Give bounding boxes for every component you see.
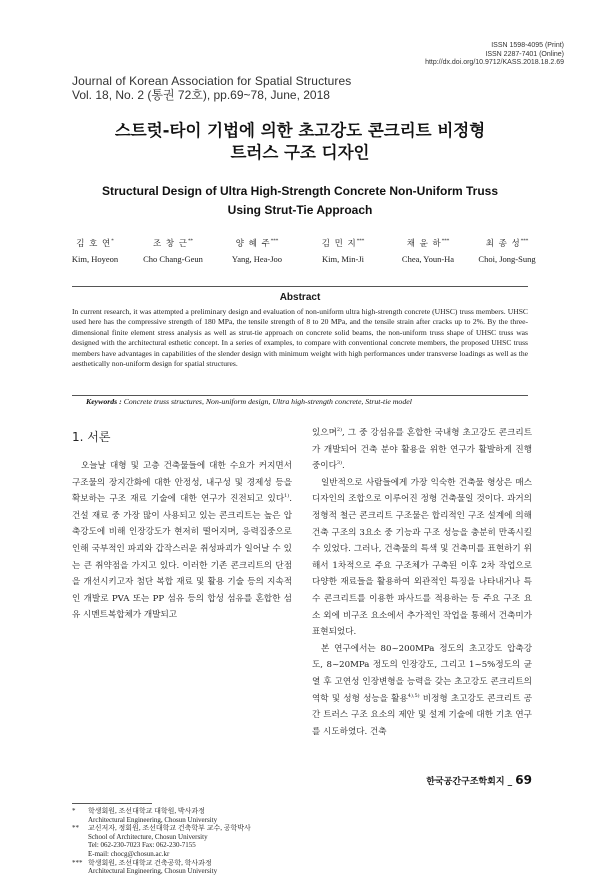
paragraph — [312, 641, 532, 741]
page-number: 69 — [515, 773, 532, 787]
issn-online: ISSN 2287-7401 (Online) — [485, 50, 564, 58]
footnote-line: School of Architecture, Chosun University — [88, 832, 208, 841]
paragraph-text: , 그 중 강섬유를 혼합한 국내형 초고강도 콘크리트가 개발되어 건축 분야 활용을 위한 연구가 활발하게 진행 중이다 — [312, 428, 532, 472]
footnote-line: 교신저자, 정회원, 조선대학교 건축학부 교수, 공학박사 — [88, 824, 251, 833]
journal-volume: Vol. 18, No. 2 (통권 72호), pp.69~78, June, 2018 — [72, 88, 330, 102]
author-name-en: Chea, Youn-Ha — [401, 253, 455, 264]
citation[interactable]: 2) — [336, 427, 343, 434]
section-title: 1. 서론 — [72, 430, 111, 444]
doi-link[interactable]: http://dx.doi.org/10.9712/KASS.2018.18.2.69 — [425, 59, 564, 67]
author — [50, 236, 140, 265]
author-mark: *** — [520, 238, 529, 244]
body-column-right — [312, 425, 532, 740]
footnotes — [72, 807, 292, 876]
author-name-ko: 김 호 연 — [76, 238, 112, 249]
title-english-line1: Structural Design of Ultra High-Strength Concrete Non-Uniform Truss — [101, 184, 499, 198]
author-name-ko: 김 민 지 — [321, 238, 357, 249]
author-mark: * — [111, 238, 114, 244]
footnote-line: Architectural Engineering, Chosun University — [88, 815, 218, 824]
keywords — [86, 397, 526, 407]
author-mark: *** — [441, 238, 450, 244]
author — [128, 236, 218, 265]
footnote-line: Tel: 062-230-7023 Fax: 062-230-7155 — [88, 841, 196, 850]
author-name-ko: 양 혜 주 — [235, 238, 271, 249]
paragraph-text: . — [342, 461, 345, 472]
body-column-left — [72, 458, 292, 624]
author — [212, 236, 302, 265]
paragraph — [312, 425, 532, 475]
paragraph — [72, 458, 292, 624]
author-mark: *** — [356, 238, 365, 244]
footnote-line: 학생회원, 조선대학교 대학원, 박사과정 — [88, 807, 205, 815]
abstract-top-rule — [72, 286, 528, 287]
paragraph-text: 오늘날 대형 및 고층 건축물들에 대한 수요가 커지면서 구조물의 장지간화에 대한 안정성, 내구성 및 경제성 등을 확보하는 구조 재료 기술에 대한 연구가 진전되고 있다 — [72, 461, 292, 505]
footnote-email[interactable]: E-mail: chocg@chosun.ac.kr — [88, 849, 170, 858]
author-name-en: Kim, Hoyeon — [71, 253, 119, 264]
author-mark: ** — [188, 238, 194, 244]
author-name-en: Cho Chang-Geun — [143, 253, 203, 264]
keywords-label: Keywords : — [86, 397, 122, 406]
footnote-mark: *** — [72, 858, 83, 867]
title-korean-line1: 스트럿-타이 기법에 의한 초고강도 콘크리트 비정형 — [114, 121, 486, 140]
issn-block — [304, 42, 564, 68]
footer-journal-name: 한국공간구조학회지 — [426, 777, 505, 787]
footnote-mark: ** — [72, 824, 79, 833]
abstract-bottom-rule — [72, 395, 528, 396]
footnote-rule — [72, 803, 152, 804]
title-korean-line2: 트러스 구조 디자인 — [230, 143, 370, 162]
paragraph-text: 있으며 — [312, 428, 337, 438]
abstract-heading: Abstract — [279, 292, 321, 303]
citation[interactable]: 1) — [284, 493, 290, 500]
author-name-en: Choi, Jong-Sung — [478, 253, 536, 264]
author-name-ko: 채 윤 하 — [406, 238, 442, 249]
author-name-en: Yang, Hea-Joo — [231, 253, 283, 264]
footnote — [72, 807, 292, 824]
author — [383, 236, 473, 265]
paragraph-text: 본 연구에서는 80~200MPa 정도의 초고강도 압축강도, 8~20MPa 정도의 인장강도, 그리고 1~5%정도의 균열 후 고연성 인장변형을 능력을 갖는 초고강도 콘크리트의 역학 및 성형 성능을 활용 — [312, 643, 532, 704]
paragraph-text: . 건설 재료 중 가장 많이 사용되고 있는 콘크리트는 높은 압축강도에 비해 인장강도가 현저히 떨어지며, 응력집중으로 인해 국부적인 파괴와 갑작스러운 취성파괴가 일어날 수 있는 큰 취약점을 가지고 있다. 이러한 기존 콘크리트의 단점을 개선시키고자 첨단 복합 재료 및 활용 기술 등의 지속적인 개발로 PVA 또는 PP 섬유 등의 합성 섬유를 혼합한 섬유 시멘트복합체가 개발되고 — [72, 494, 292, 621]
issn-print: ISSN 1598-4095 (Print) — [491, 42, 564, 49]
footer-separator: _ — [507, 777, 513, 787]
keywords-list: Concrete truss structures, Non-uniform design, Ultra high-strength concrete, Strut-tie model — [123, 397, 412, 406]
footnote — [72, 859, 292, 876]
paragraph: 일반적으로 사람들에게 가장 익숙한 건축물 형상은 매스디자인의 조합으로 이루어진 정형 건축물일 것이다. 과거의 정형적 철근 콘크리트 구조물은 합리적인 구조 설계에 의해 건축 구조의 3요소 중 기능과 구조 성능을 충분히 만족시킬 수 있었다. 그러나, 건축물의 특색 및 건축미를 표현하기 위해서 1차적으로 주요 구조체가 구축된 이후 2차 작업으로 다양한 재료들을 활용하여 외관적인 특징을 나타내거나 특수 콘크리트를 이용한 파사드를 적용하는 등 주요 구조 요소 외에 비구조 요소에서 추가적인 작업을 통해서 건축미가 표현되었다. — [312, 477, 532, 638]
abstract-text: In current research, it was attempted a preliminary design and evaluation of non-uniform ultra high-strength concrete (UHSC) truss members. UHSC used here has the compressive strength of 180 MPa, the tensile strength of 8 to 20 MPa, and the tensile strain after cracks up to 2%. By the three-dimensional finite element stress analysis as well as strut-tie approach on concrete solid beams, the non-uniform truss shape of UHSC truss was designed with the architectural esthetic concept. In a series of examples, to compare with conventional concrete members, the proposed UHSC truss members have advantages in capabilities of the slender design with minimum weight with high performances under transverse loadings as well as the aesthetically non-uniform design for spatial structures. — [72, 307, 528, 369]
footnote-line: Architectural Engineering, Chosun University — [88, 867, 218, 876]
author — [298, 236, 388, 265]
author-name-ko: 최 종 성 — [485, 238, 521, 249]
footnote-mark: * — [72, 807, 76, 815]
journal-name: Journal of Korean Association for Spatial Structures — [72, 74, 352, 88]
page-footer — [426, 775, 532, 788]
author-name-ko: 조 창 근 — [152, 238, 189, 249]
paragraph-text: 비정형 초고강도 콘크리트 공간 트러스 구조 요소의 제안 및 설계 기술에 대한 기초 연구를 시도하였다. 건축 — [312, 693, 532, 737]
footnote-line: 학생회원, 조선대학교 건축공학, 학사과정 — [88, 858, 212, 867]
author — [462, 236, 552, 265]
title-english-line2: Using Strut-Tie Approach — [227, 203, 373, 217]
author-name-en: Kim, Min-Ji — [321, 253, 365, 264]
footnote — [72, 824, 292, 858]
citation[interactable]: 4),5) — [407, 692, 420, 699]
citation[interactable]: 3) — [336, 460, 343, 467]
author-mark: *** — [270, 238, 279, 244]
